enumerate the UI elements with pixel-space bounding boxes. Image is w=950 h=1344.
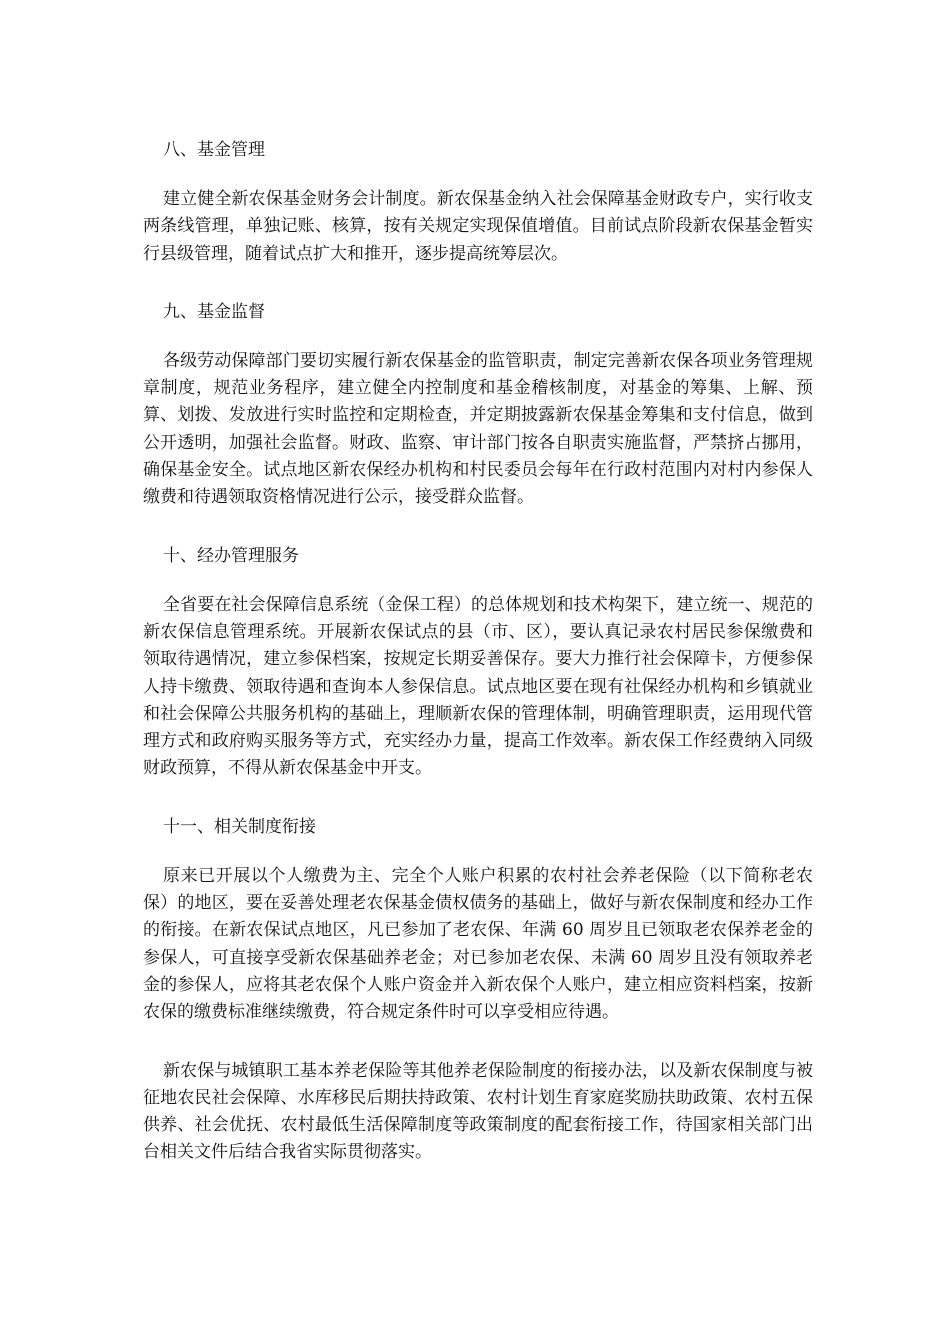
section-paragraph: 建立健全新农保基金财务会计制度。新农保基金纳入社会保障基金财政专户，实行收支两条线管理，单独记账、核算，按有关规定实现保值增值。目前试点阶段新农保基金暂实行县级管理，随着试点扩大和推开，逐步提高统筹层次。 [143,189,813,264]
section-management-service [143,543,813,783]
section-heading: 十、经办管理服务 [163,545,299,566]
section-fund-management [143,137,813,268]
section-paragraph: 各级劳动保障部门要切实履行新农保基金的监管职责，制定完善新农保各项业务管理规章制度，规范业务程序，建立健全内控制度和基金稽核制度，对基金的筹集、上解、预算、划拨、发放进行实时监控和定期检查，并定期披露新农保基金筹集和支付信息，做到公开透明，加强社会监督。财政、监察、审计部门按各自职责实施监督，严禁挤占挪用，确保基金安全。试点地区新农保经办机构和村民委员会每年在行政村范围内对村内参保人缴费和待遇领取资格情况进行公示，接受群众监督。 [143,350,813,508]
section-heading: 八、基金管理 [163,140,265,160]
section-system-connection [143,814,813,1167]
section-paragraph: 新农保与城镇职工基本养老保险等其他养老保险制度的衔接办法，以及新农保制度与被征地农民社会保障、水库移民后期扶持政策、农村计划生育家庭奖励扶助政策、农村五保供养、社会优抚、农村最低生活保障制度等政策制度的配套衔接工作，待国家相关部门出台相关文件后结合我省实际贯彻落实。 [143,1060,813,1163]
section-paragraph: 原来已开展以个人缴费为主、完全个人账户积累的农村社会养老保险（以下简称老农保）的地区，要在妥善处理老农保基金债权债务的基础上，做好与新农保制度和经办工作的衔接。在新农保试点地区，凡已参加了老农保、年满 60 周岁且已领取老农保养老金的参保人，可直接享受新农保基础养老金；对已参加老农保、未满 60 周岁且没有领取养老金的参保人，应将其老农保个人账户资金并入新农保个人账户，建立相应资料档案，按新农保的缴费标准继续缴费，符合规定条件时可以享受相应待遇。 [143,865,813,1023]
section-heading: 十一、相关制度衔接 [163,816,316,837]
section-heading: 九、基金监督 [163,301,265,322]
section-paragraph: 全省要在社会保障信息系统（金保工程）的总体规划和技术构架下，建立统一、规范的新农保信息管理系统。开展新农保试点的县（市、区），要认真记录农村居民参保缴费和领取待遇情况，建立参保档案，按规定长期妥善保存。要大力推行社会保障卡，方便参保人持卡缴费、领取待遇和查询本人参保信息。试点地区要在现有社保经办机构和乡镇就业和社会保障公共服务机构的基础上，理顺新农保的管理体制，明确管理职责，运用现代管理方式和政府购买服务等方式，充实经办力量，提高工作效率。新农保工作经费纳入同级财政预算，不得从新农保基金中开支。 [143,594,813,779]
document-page [143,137,813,1167]
section-fund-supervision [143,299,813,512]
